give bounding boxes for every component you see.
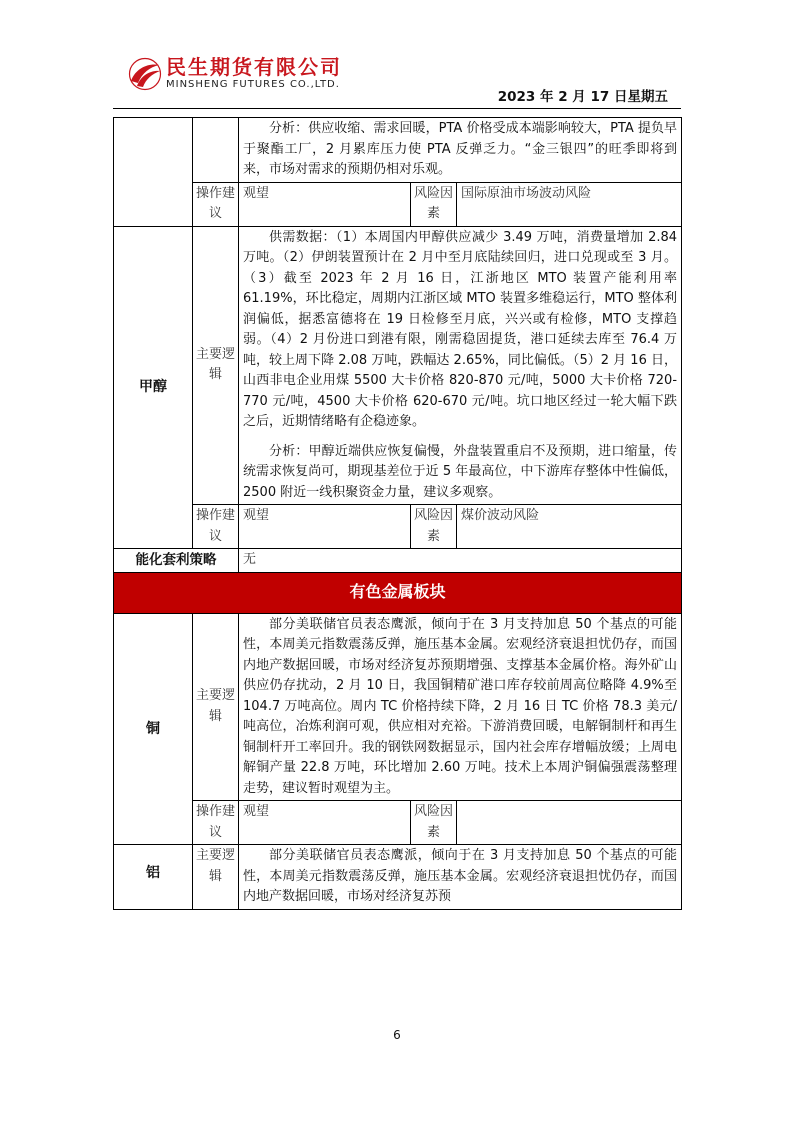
copper-logic-row — [114, 613, 682, 801]
header-divider — [113, 108, 681, 109]
pta-op-label: 操作建议 — [193, 182, 239, 226]
aluminum-logic-text: 部分美联储官员表态鹰派，倾向于在 3 月支持加息 50 个基点的可能性，本周美元指数震荡反弹，施压基本金属。宏观经济衰退担忧仍存，而国内地产数据回暖，市场对经济复苏预 — [243, 848, 678, 904]
strategy-table — [113, 117, 682, 910]
copper-risk-label: 风险因素 — [411, 801, 457, 845]
copper-operation-row — [114, 801, 682, 845]
copper-op-label: 操作建议 — [193, 801, 239, 845]
pta-operation-row — [114, 182, 682, 226]
logo-english-name: MINSHENG FUTURES CO.,LTD. — [166, 79, 340, 90]
copper-logic-cell — [239, 613, 682, 801]
pta-name-cell — [114, 118, 193, 227]
arbitrage-row — [114, 549, 682, 573]
pta-logic-label-cell — [193, 118, 239, 183]
aluminum-logic-row — [114, 845, 682, 910]
aluminum-name: 铝 — [114, 845, 193, 910]
pta-risk-value: 国际原油市场波动风险 — [457, 182, 682, 226]
copper-logic-text: 部分美联储官员表态鹰派，倾向于在 3 月支持加息 50 个基点的可能性，本周美元指数震荡反弹，施压基本金属。宏观经济衰退担忧仍存，而国内地产数据回暖，市场对经济复苏预期增强、支撑基本金属价格。海外矿山供应仍存扰动，2 月 10 日，我国铜精矿港口库存较前周高位略降 4.9%至 104.7 万吨高位。周内 TC 价格持续下降，2 月 16 日 TC 价格 78.3 美元/吨高位，冶炼利润可观，供应相对充裕。下游消费回暖，电解铜制杆和再生铜制杆开工率回升。我的钢铁网数据显示，国内社会库存增幅放缓；上周电解铜产量 22.8 万吨，环比增加 2.60 万吨。技术上本周沪铜偏强震荡整理走势，建议暂时观望为主。 — [243, 616, 678, 796]
aluminum-logic-label: 主要逻辑 — [193, 845, 239, 910]
logo-chinese-name: 民生期货有限公司 — [166, 55, 342, 79]
pta-risk-label: 风险因素 — [411, 182, 457, 226]
pta-op-value: 观望 — [239, 182, 411, 226]
methanol-analysis-text: 分析：甲醇近端供应恢复偏慢，外盘装置重启不及预期，进口缩量，传统需求恢复尚可，期现基差位于近 5 年最高位，中下游库存整体中性偏低， 2500 附近一线积聚资金力量，建议多观察。 — [243, 443, 678, 500]
methanol-risk-label: 风险因素 — [411, 505, 457, 549]
methanol-risk-value: 煤价波动风险 — [457, 505, 682, 549]
arbitrage-value: 无 — [239, 549, 682, 573]
aluminum-logic-cell — [239, 845, 682, 910]
methanol-operation-row — [114, 505, 682, 549]
pta-analysis-text: 分析：供应收缩、需求回暖，PTA 价格受成本端影响较大，PTA 提负早于聚酯工厂，2 月累库压力使 PTA 反弹乏力。“金三银四”的旺季即将到来，市场对需求的预期仍相对乐观。 — [243, 121, 678, 177]
methanol-op-label: 操作建议 — [193, 505, 239, 549]
copper-risk-value — [457, 801, 682, 845]
logo-swoosh-icon — [128, 57, 162, 91]
section-header-row — [114, 572, 682, 613]
copper-op-value: 观望 — [239, 801, 411, 845]
section-title: 有色金属板块 — [114, 572, 682, 613]
methanol-op-value: 观望 — [239, 505, 411, 549]
pta-analysis-row — [114, 118, 682, 183]
copper-logic-label: 主要逻辑 — [193, 613, 239, 801]
copper-name: 铜 — [114, 613, 193, 845]
company-logo — [128, 56, 342, 92]
methanol-name: 甲醇 — [114, 226, 193, 549]
methanol-supply-demand-text: 供需数据：（1）本周国内甲醇供应减少 3.49 万吨，消费量增加 2.84 万吨。（2）伊朗装置预计在 2 月中至月底陆续回归，进口兑现或至 3 月。（3）截至 2023 年 2 月 16 日，江浙地区 MTO 装置产能利用率 61.19%，环比稳定，周期内江浙区域 MTO 装置多维稳运行，MTO 整体利润偏低，据悉富德将在 19 日检修至月底，兴兴或有检修，MTO 支撑趋弱。（4）2 月份进口到港有限，刚需稳固提货，港口延续去库至 76.4 万吨，较上周下降 2.08 万吨，跌幅达 2.65%，同比偏低。（5）2 月 16 日，山西非电企业用煤 5500 大卡价格 820-870 元/吨，5000 大卡价格 720-770 元/吨，4500 大卡价格 620-670 元/吨。坑口地区经过一轮大幅下跌之后，近期情绪略有企稳迹象。 — [243, 229, 678, 429]
report-date: 2023 年 2 月 17 日星期五 — [497, 89, 668, 105]
methanol-logic-cell — [239, 226, 682, 505]
pta-analysis-cell — [239, 118, 682, 183]
methanol-logic-label: 主要逻辑 — [193, 226, 239, 505]
arbitrage-label: 能化套利策略 — [114, 549, 239, 573]
page-number: 6 — [393, 1028, 401, 1042]
methanol-logic-row — [114, 226, 682, 505]
